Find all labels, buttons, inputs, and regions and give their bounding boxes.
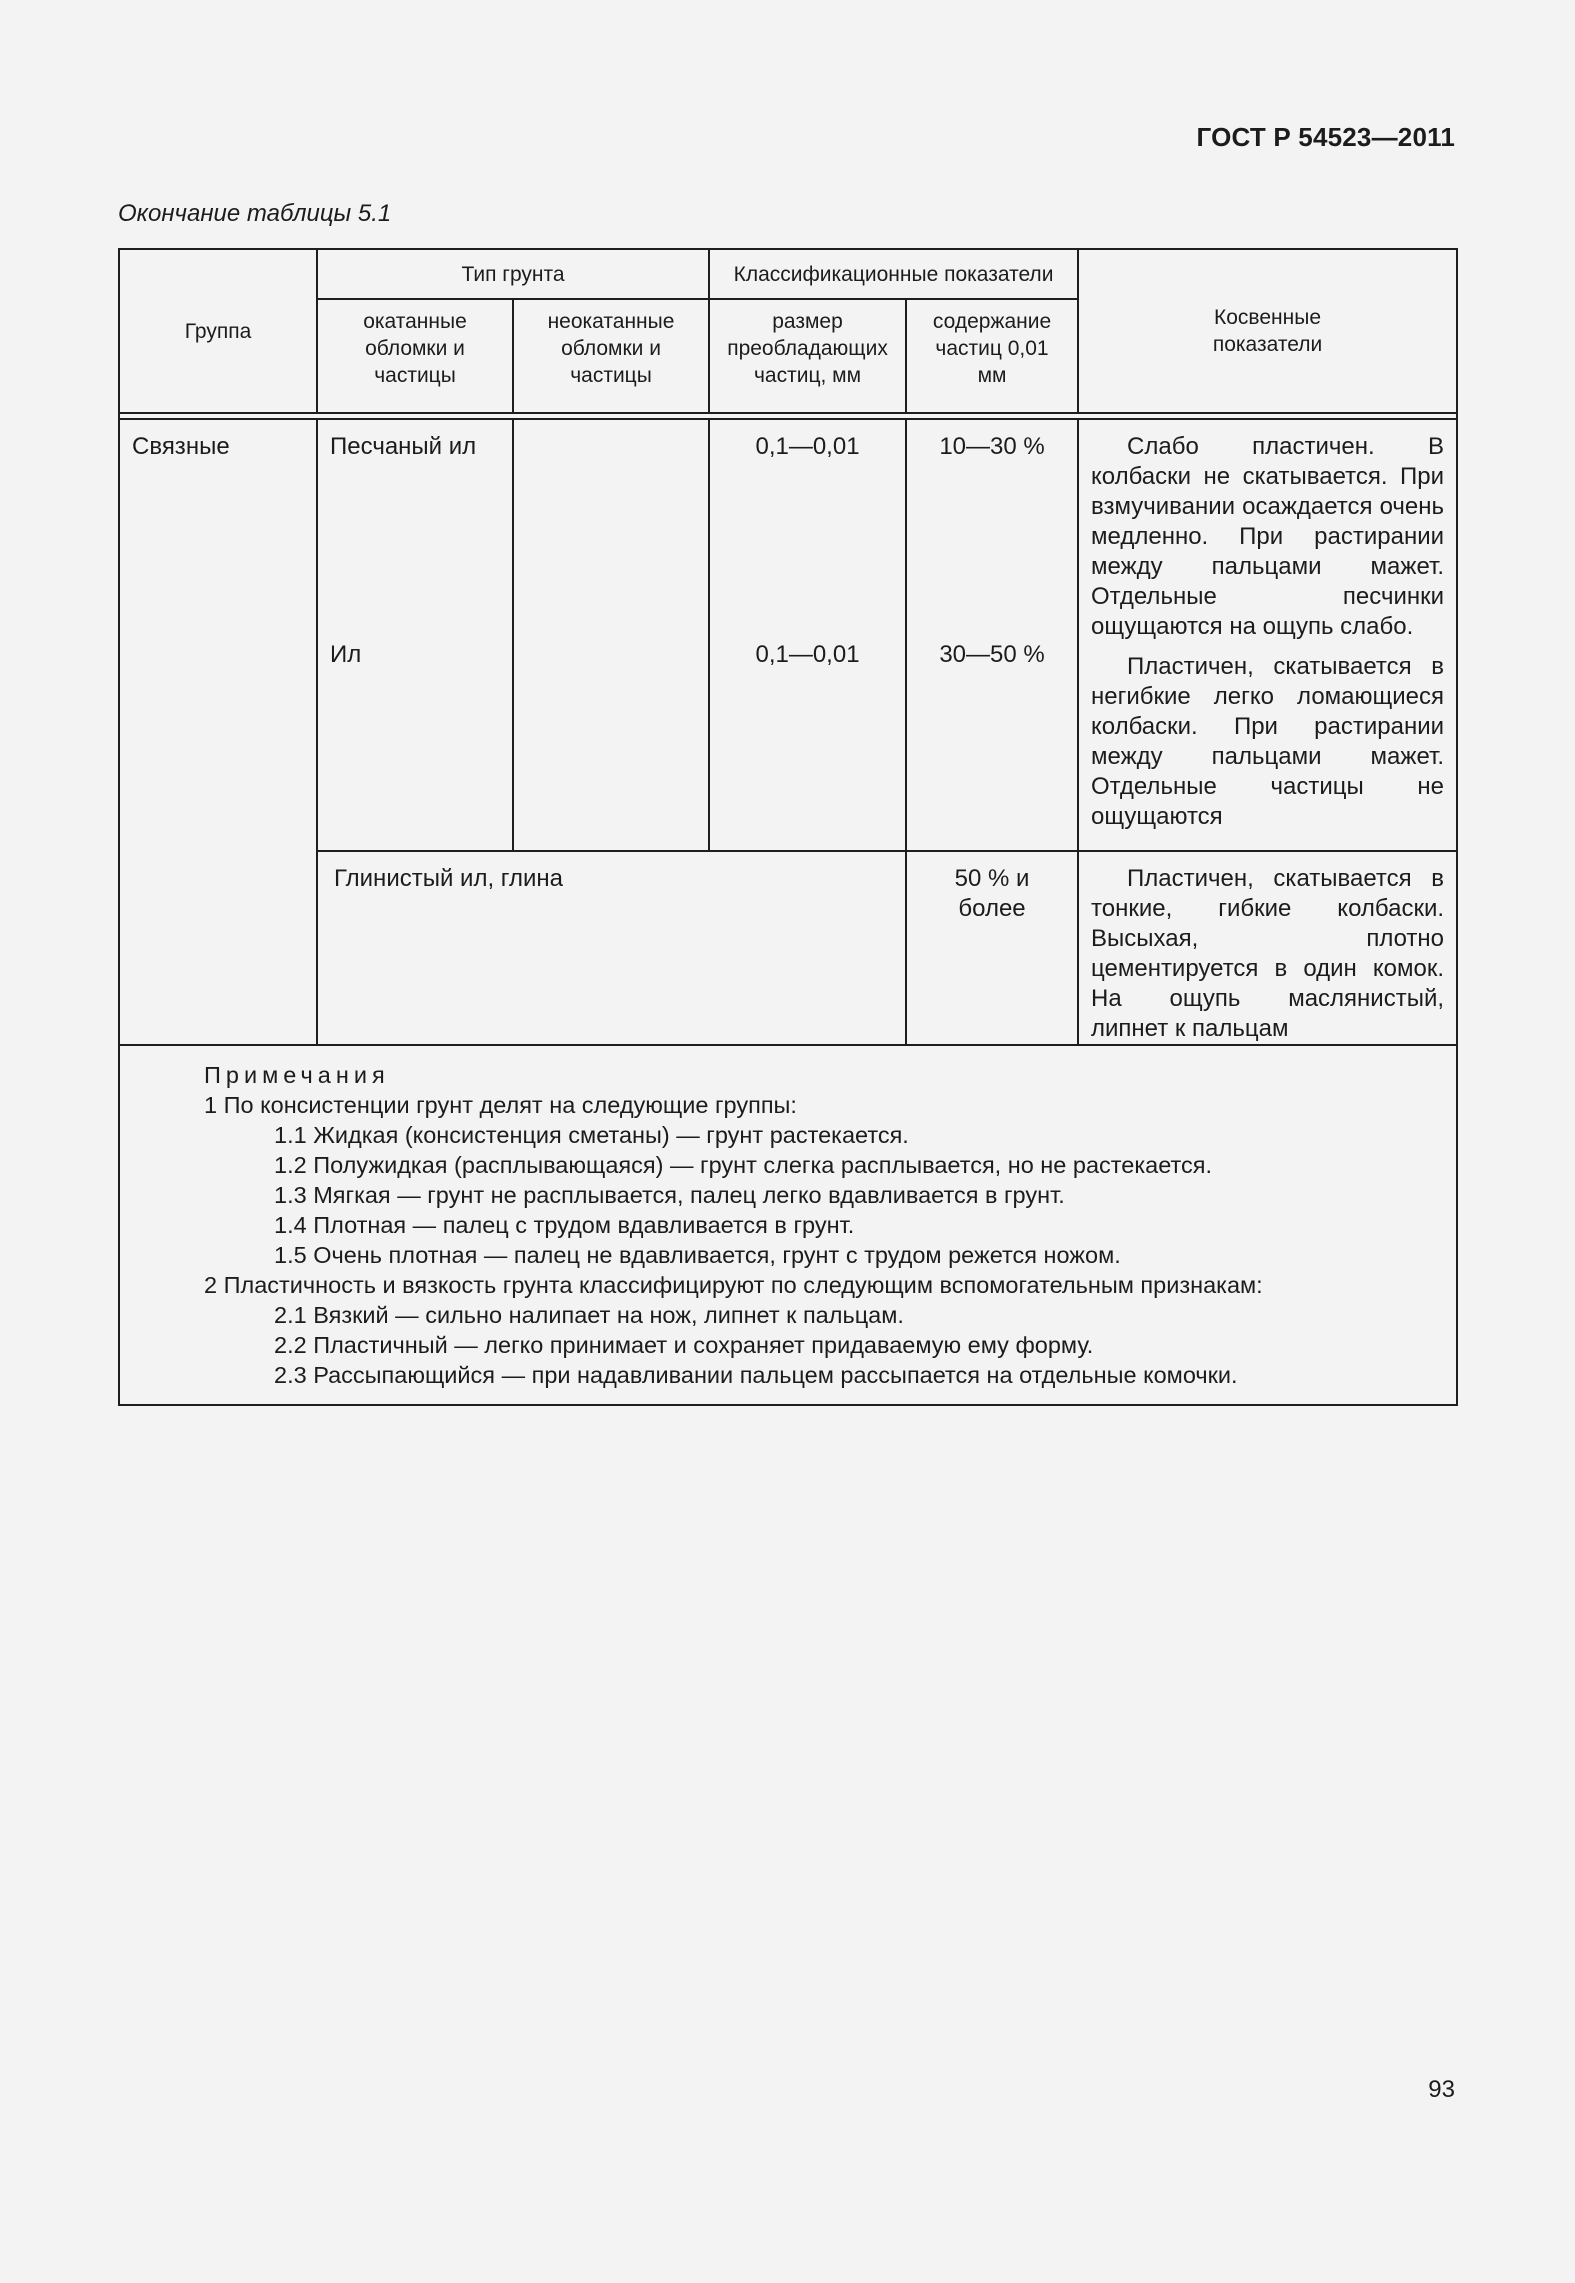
header-classification: Классификационные показатели bbox=[709, 249, 1078, 299]
header-indirect: Косвенные показатели bbox=[1078, 249, 1457, 413]
header-group: Группа bbox=[119, 249, 317, 413]
table-row-indirect-2: Пластичен, скатывается в негибкие легко ломающиеся колбаски. При растирании между пальцами мажет. Отдельные частицы не ощущаются bbox=[1091, 653, 1445, 830]
header-soil-type: Тип грунта bbox=[317, 249, 709, 299]
soil-classification-table bbox=[118, 248, 1458, 1406]
size-cell bbox=[709, 419, 906, 851]
table-row-size-1: 0,1—0,01 bbox=[755, 433, 860, 460]
clay-content-cell bbox=[906, 851, 1078, 1045]
note-item: 1.4 Плотная — палец с трудом вдавливается в грунт. bbox=[274, 1212, 855, 1238]
content-cell bbox=[906, 419, 1078, 851]
table-row-indirect-1: Слабо пластичен. В колбаски не скатывается. При взмучивании осаждается очень медленно. При растирании между пальцами мажет. Отдельные песчинки ощущаются на ощупь слабо. bbox=[1091, 433, 1445, 640]
header-content: содержание частиц 0,01 мм bbox=[906, 299, 1078, 413]
document-code: ГОСТ Р 54523—2011 bbox=[1196, 122, 1455, 152]
group-cell bbox=[119, 419, 317, 1045]
note-item: 1.3 Мягкая — грунт не расплывается, палец легко вдавливается в грунт. bbox=[274, 1182, 1065, 1208]
page-number: 93 bbox=[1428, 2076, 1455, 2103]
group-value: Связные bbox=[132, 433, 230, 460]
note-item: 2.1 Вязкий — сильно налипает на нож, липнет к пальцам. bbox=[274, 1302, 904, 1328]
header-unrounded: неокатанные обломки и частицы bbox=[513, 299, 709, 413]
clay-indirect-cell bbox=[1078, 851, 1457, 1045]
note-item: 2.2 Пластичный — легко принимает и сохраняет придаваемую ему форму. bbox=[274, 1332, 1094, 1358]
table-row-content-1: 10—30 % bbox=[939, 433, 1045, 460]
table-row-soil-3: Глинистый ил, глина bbox=[334, 865, 564, 892]
soil-cell bbox=[317, 419, 513, 851]
table-row-indirect-3: Пластичен, скатывается в тонкие, гибкие колбаски. Высыхая, плотно цементируется в один комок. На ощупь маслянистый, липнет к пальцам bbox=[1091, 865, 1445, 1042]
note-item: 1 По консистенции грунт делят на следующие группы: bbox=[204, 1092, 797, 1118]
table-caption: Окончание таблицы 5.1 bbox=[118, 200, 392, 227]
table-row-content-2: 30—50 % bbox=[939, 641, 1045, 668]
header-size: размер преобладающих частиц, мм bbox=[709, 299, 906, 413]
table-row-content-3: 50 % и более bbox=[954, 865, 1030, 922]
unrounded-cell bbox=[513, 419, 709, 851]
note-item: 2.3 Рассыпающийся — при надавливании пальцем рассыпается на отдельные комочки. bbox=[274, 1362, 1238, 1388]
note-item: 1.5 Очень плотная — палец не вдавливается, грунт с трудом режется ножом. bbox=[274, 1242, 1121, 1268]
note-item: 1.1 Жидкая (консистенция сметаны) — грунт растекается. bbox=[274, 1122, 909, 1148]
note-item: 2 Пластичность и вязкость грунта классифицируют по следующим вспомогательным признакам: bbox=[204, 1272, 1263, 1298]
table-row-soil-1: Песчаный ил bbox=[330, 433, 477, 460]
note-item: 1.2 Полужидкая (расплывающаяся) — грунт слегка расплывается, но не растекается. bbox=[274, 1152, 1212, 1178]
table-row-size-2: 0,1—0,01 bbox=[755, 641, 860, 668]
notes-cell bbox=[119, 1045, 1457, 1405]
notes-title: Примечания bbox=[204, 1062, 390, 1088]
indirect-cell bbox=[1078, 419, 1457, 851]
header-rounded: окатанные обломки и частицы bbox=[317, 299, 513, 413]
clay-soil-cell bbox=[317, 851, 906, 1045]
table-row-soil-2: Ил bbox=[330, 641, 362, 668]
